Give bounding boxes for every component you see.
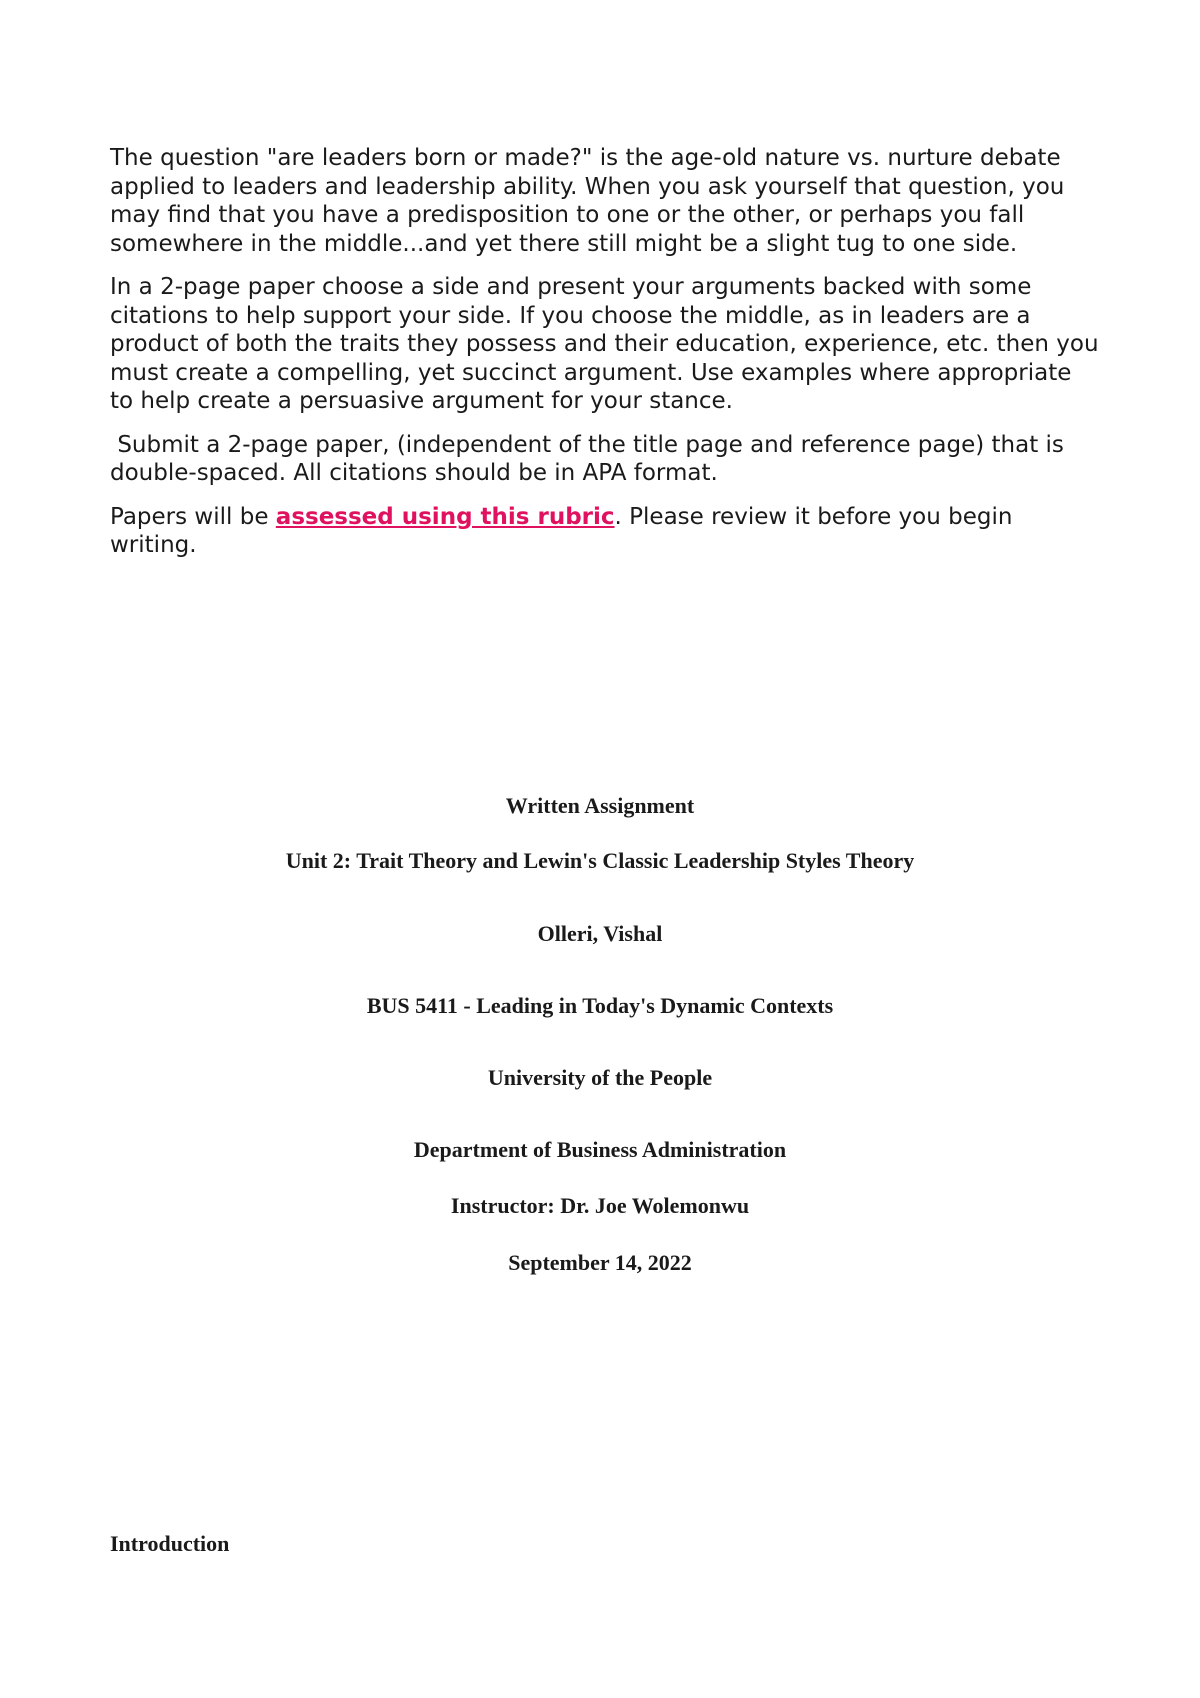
instructions-paragraph-3: Submit a 2-page paper, (independent of the title page and reference page) that is double-spaced. All citations should be in APA format. (110, 431, 1072, 486)
instructions-p4-after: . Please review it before you begin writing. (110, 503, 1013, 558)
title-university: University of the People (487, 1065, 713, 1090)
title-date: September 14, 2022 (508, 1250, 692, 1275)
rubric-link[interactable]: assessed using this rubric (275, 503, 615, 530)
instructions-p4-before: Papers will be (110, 503, 276, 530)
title-course: BUS 5411 - Leading in Today's Dynamic Contexts (366, 993, 834, 1018)
instructions-paragraph-2: In a 2-page paper choose a side and present your arguments backed with some citations to help support your side. If you choose the middle, as in leaders are a product of both the traits they possess and their education, experience, etc. then you must create a compelling, yet succinct argument. Use examples where appropriate to help create a persuasive argument for your stance. (110, 274, 1099, 414)
title-unit: Unit 2: Trait Theory and Lewin's Classic Leadership Styles Theory (285, 848, 915, 873)
introduction-heading: Introduction (110, 1531, 230, 1556)
instructions-paragraph-1: The question "are leaders born or made?" is the age-old nature vs. nurture debate applied to leaders and leadership ability. When you ask yourself that question, you may find that you have a predisposition to one or the other, or perhaps you fall somewhere in the middle...and yet there still might be a slight tug to one side. (110, 145, 1065, 257)
instructions-paragraph-4 (110, 503, 1100, 560)
title-author: Olleri, Vishal (537, 921, 663, 946)
title-department: Department of Business Administration (413, 1137, 787, 1162)
title-assignment: Written Assignment (505, 793, 695, 818)
assignment-instructions (110, 144, 1100, 575)
title-instructor: Instructor: Dr. Joe Wolemonwu (450, 1193, 750, 1218)
